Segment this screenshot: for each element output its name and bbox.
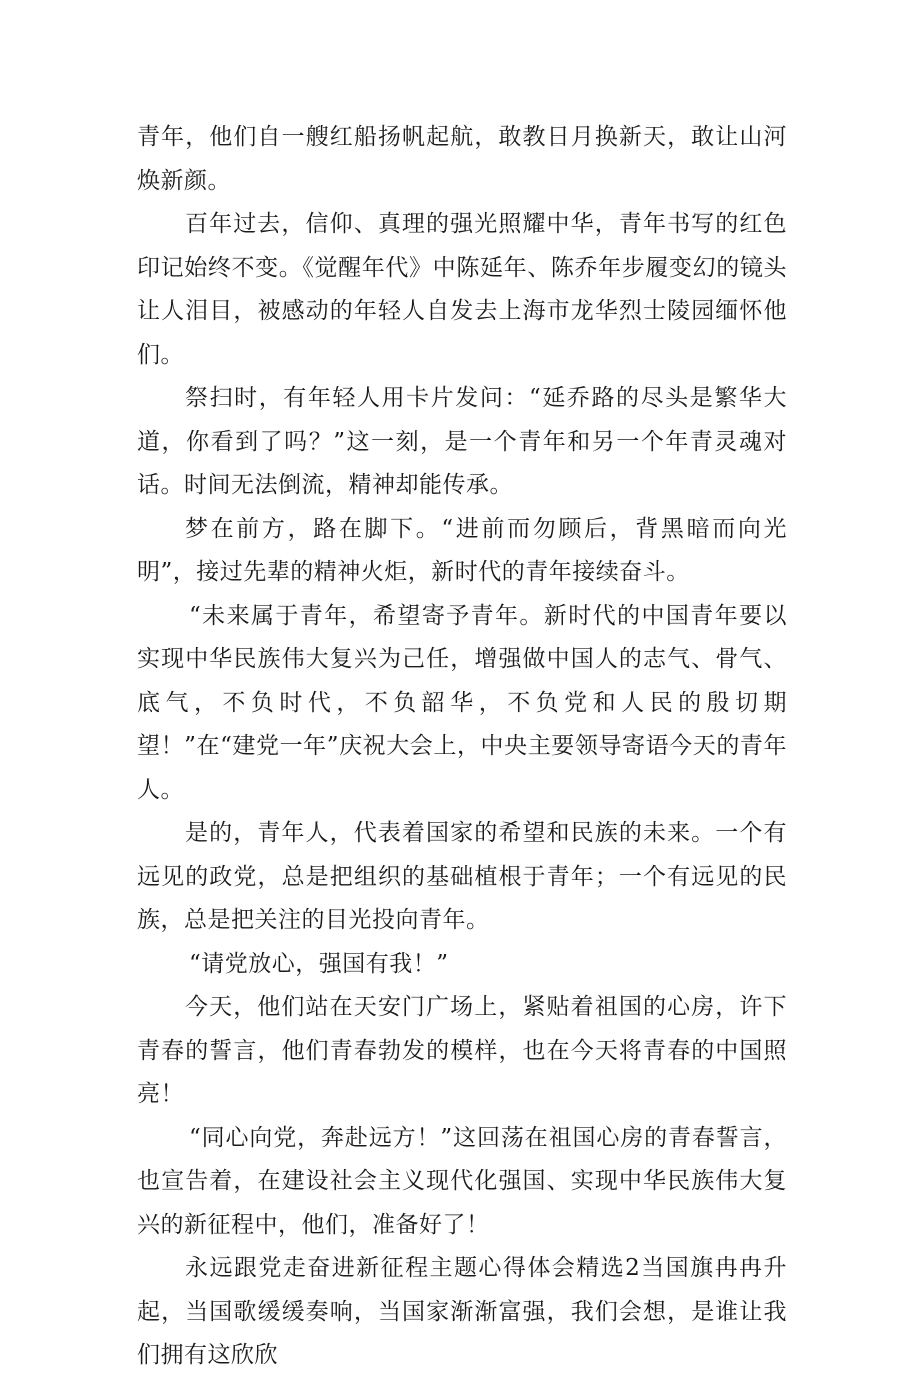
paragraph-2: 百年过去，信仰、真理的强光照耀中华，青年书写的红色印记始终不变。《觉醒年代》中陈延年、陈乔年步履变幻的镜头让人泪目，被感动的年轻人自发去上海市龙华烈士陵园缅怀他们。 — [137, 211, 787, 368]
paragraph-3: 祭扫时，有年轻人用卡片发问：“延乔路的尽头是繁华大道，你看到了吗？”这一刻，是一个青年和另一个年青灵魂对话。时间无法倒流，精神却能传承。 — [137, 385, 787, 498]
paragraph-1: 青年，他们自一艘红船扬帆起航，敢教日月换新天，敢让山河焕新颜。 — [137, 124, 787, 194]
document-body — [137, 116, 787, 1378]
paragraph-6: 是的，青年人，代表着国家的希望和民族的未来。一个有远见的政党，总是把组织的基础植根于青年；一个有远见的民族，总是把关注的目光投向青年。 — [137, 820, 787, 933]
paragraph-9: “同心向党，奔赴远方！”这回荡在祖国心房的青春誓言，也宣告着，在建设社会主义现代化强国、实现中华民族伟大复兴的新征程中，他们，准备好了！ — [137, 1124, 787, 1238]
paragraph-7: “请党放心，强国有我！” — [189, 950, 449, 977]
paragraph-10: 永远跟党走奋进新征程主题心得体会精选2当国旗冉冉升起，当国歌缓缓奏响，当国家渐渐富强，我们会想，是谁让我们拥有这欣欣 — [137, 1255, 787, 1368]
paragraph-5: “未来属于青年，希望寄予青年。新时代的中国青年要以实现中华民族伟大复兴为己任，增强做中国人的志气、骨气、底气，不负时代，不负韶华，不负党和人民的殷切期望！”在“建党一年”庆祝大会上，中央主要领导寄语今天的青年人。 — [137, 602, 787, 803]
paragraph-8: 今天，他们站在天安门广场上，紧贴着祖国的心房，许下青春的誓言，他们青春勃发的模样，也在今天将青春的中国照亮！ — [137, 994, 787, 1107]
paragraph-4: 梦在前方，路在脚下。“进前而勿顾后，背黑暗而向光明”，接过先辈的精神火炬，新时代的青年接续奋斗。 — [137, 515, 787, 585]
